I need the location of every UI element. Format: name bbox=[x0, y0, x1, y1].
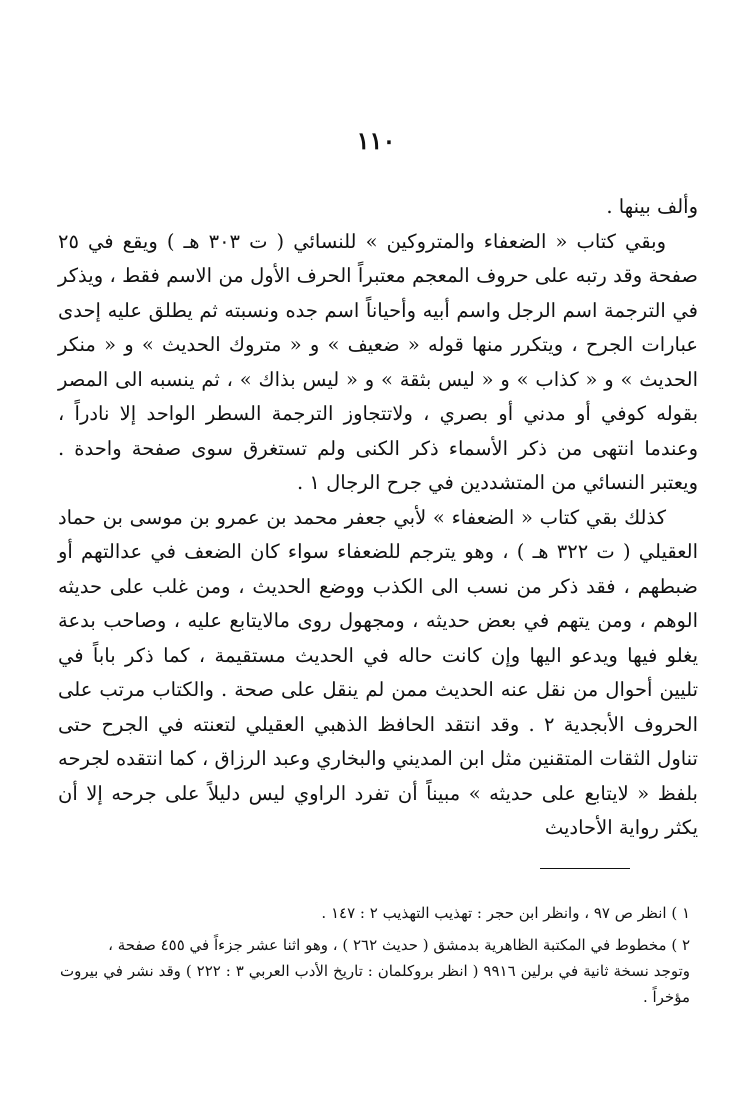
footnote-2: ٢ ) مخطوط في المكتبة الظاهرية بدمشق ( حديث ٢٦٢ ) ، وهو اثنا عشر جزءاً في ٤٥٥ صفحة ، bbox=[108, 936, 690, 954]
body-text bbox=[58, 190, 698, 846]
paragraph-3: كذلك بقي كتاب « الضعفاء » لأبي جعفر محمد بن عمرو بن موسى بن حماد العقيلي ( ت ٣٢٢ هـ ) ، وهو يترجم للضعفاء سواء كان الضعف في عدالتهم أو ضبطهم ، فقد ذكر من نسب الى الكذب ووضع الحديث ، ومن غلب على حديثه الوهم ، ومن يتهم في بعض حديثه ، ومجهول روى مالايتابع عليه ، وصاحب بدعة يغلو فيها ويدعو اليها وإن كانت حاله في الحديث مستقيمة ، كما ذكر باباً في تليين أحوال من نقل عنه الحديث ممن لم ينقل على صحة . والكتاب مرتب على الحروف الأبجدية ٢ . وقد انتقد الحافظ الذهبي العقيلي لتعنته في الجرح حتى تناول الثقات المتقنين مثل ابن المديني والبخاري وعبد الرزاق ، كما انتقده لجرحه بلفظ « لايتابع على حديثه » مبيناً أن تفرد الراوي ليس دليلاً على جرحه إلا أن يكثر رواية الأحاديث bbox=[58, 505, 698, 839]
footnote-2-continuation: وتوجد نسخة ثانية في برلين ٩٩١٦ ( انظر بروكلمان : تاريخ الأدب العربي ٣ : ٢٢٢ ) وقد نشر في بيروت مؤخراً . bbox=[60, 962, 691, 1006]
paragraph-1: وألف بينها . bbox=[606, 195, 698, 218]
paragraph-2: وبقي كتاب « الضعفاء والمتروكين » للنسائي ( ت ٣٠٣ هـ ) ويقع في ٢٥ صفحة وقد رتبه على حروف المعجم معتبراً الحرف الأول من الاسم فقط ، ويذكر في الترجمة اسم الرجل واسم أبيه وأحياناً اسم جده ونسبته ثم يطلق عليه إحدى عبارات الجرح ، ويتكرر منها قوله « ضعيف » و « متروك الحديث » و « منكر الحديث » و « كذاب » و « ليس بثقة » و « ليس بذاك » ، ثم ينسبه الى المصر بقوله كوفي أو مدني أو بصري ، ولاتتجاوز الترجمة السطر الواحد إلا نادراً ، وعندما انتهى من ذكر الأسماء ذكر الكنى ولم تستغرق سوى صفحة واحدة . ويعتبر النسائي من المتشددين في جرح الرجال ١ . bbox=[58, 229, 698, 494]
page-number: ١١٠ bbox=[356, 126, 396, 155]
footnotes bbox=[60, 900, 690, 1016]
footnote-1: ١ ) انظر ص ٩٧ ، وانظر ابن حجر : تهذيب التهذيب ٢ : ١٤٧ . bbox=[321, 904, 690, 922]
footnote-separator bbox=[540, 868, 630, 869]
